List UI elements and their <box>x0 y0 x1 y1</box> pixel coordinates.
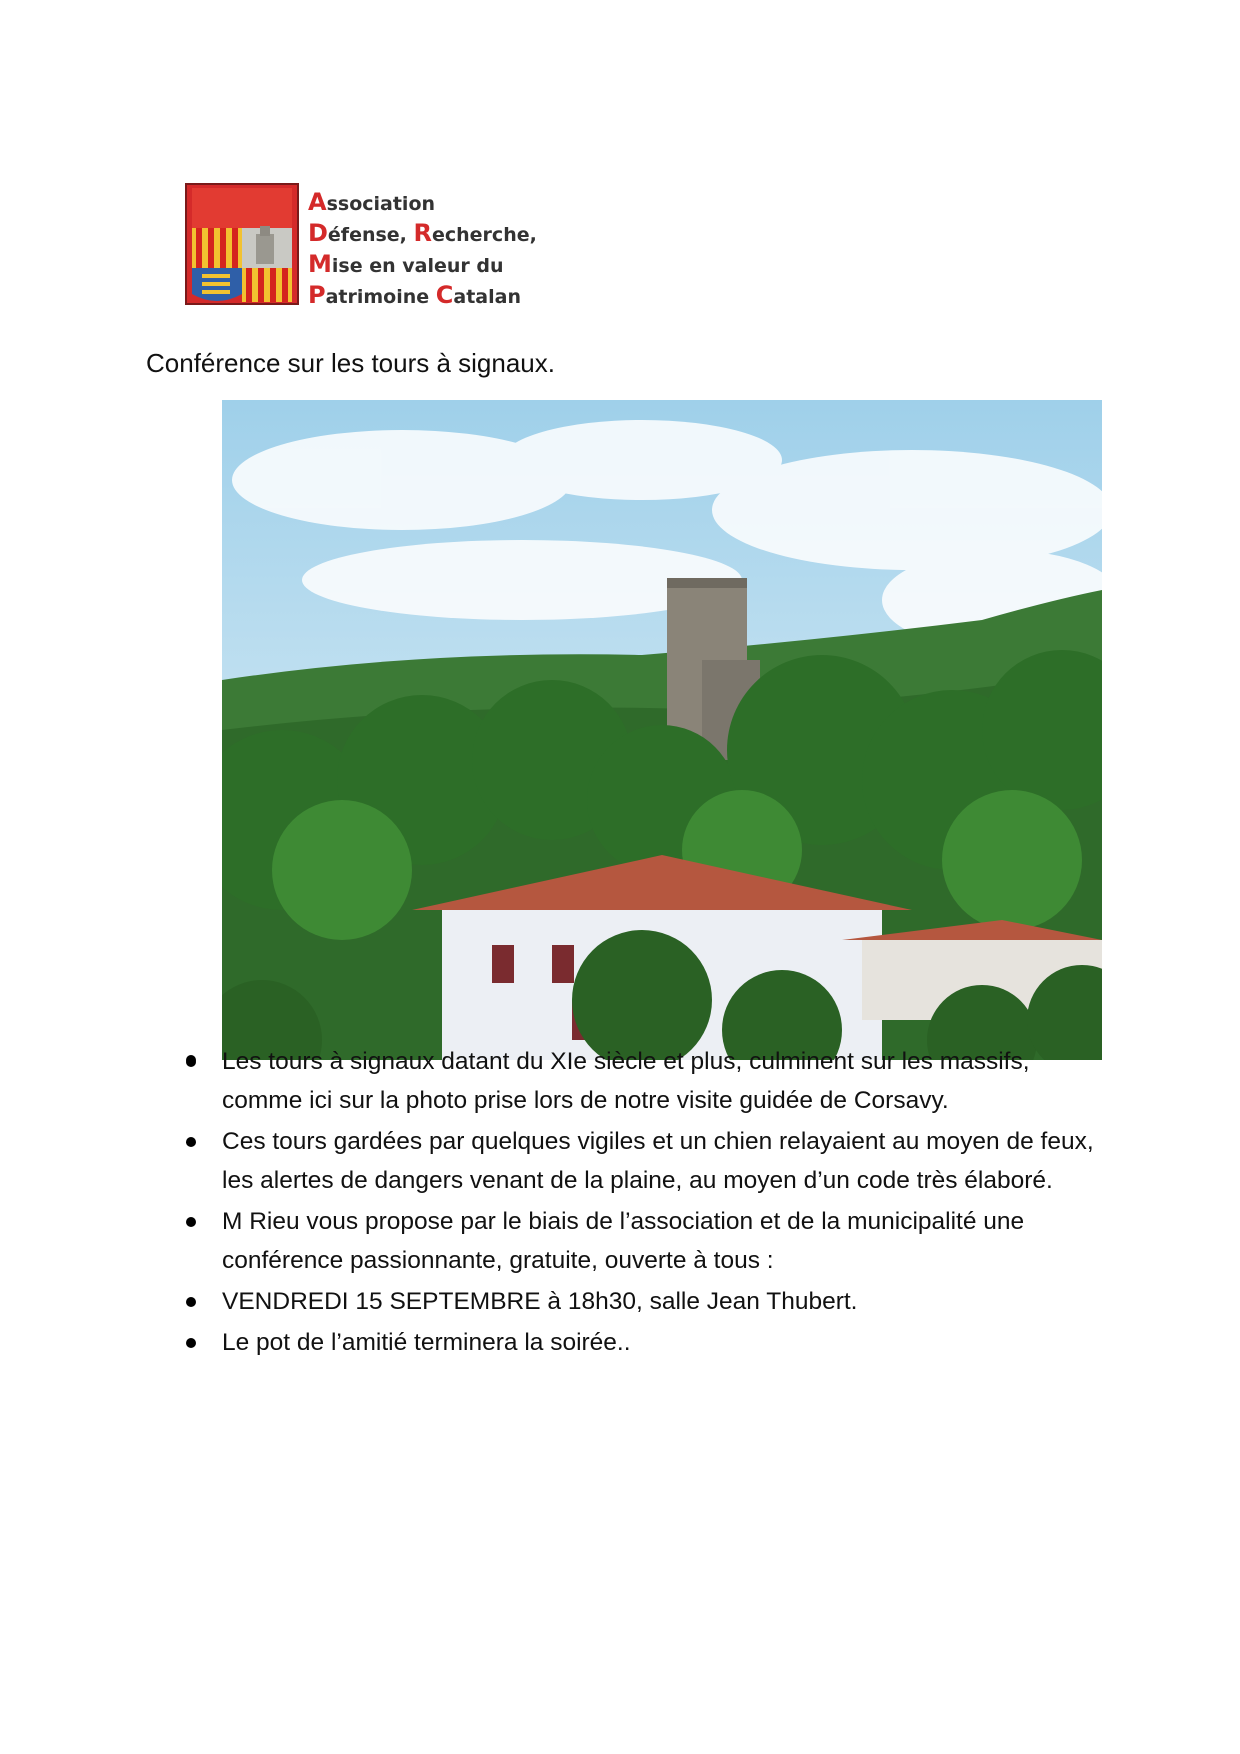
bullet-icon <box>186 1057 196 1067</box>
logo-line-3: Mise en valeur du <box>308 250 504 278</box>
logo-line-4: Patrimoine Catalan <box>308 281 521 309</box>
page-title: Conférence sur les tours à signaux. <box>146 348 555 378</box>
association-logo <box>184 182 564 312</box>
list-item: Le pot de l’amitié terminera la soirée.. <box>182 1323 1102 1362</box>
tower-photo <box>222 400 1102 1060</box>
bullet-list <box>182 1040 1102 1364</box>
bullet-icon <box>186 1297 196 1307</box>
logo-line-1: Association <box>308 188 436 216</box>
bullet-icon <box>186 1217 196 1227</box>
bullet-icon <box>186 1137 196 1147</box>
list-item: M Rieu vous propose par le biais de l’association et de la municipalité une conférence passionnante, gratuite, ouverte à tous : <box>182 1202 1102 1280</box>
list-item: Les tours à signaux datant du XIe siècle et plus, culminent sur les massifs, comme ici sur la photo prise lors de notre visite guidée de Corsavy. <box>182 1042 1102 1120</box>
bullet-icon <box>186 1338 196 1348</box>
list-item: Ces tours gardées par quelques vigiles et un chien relayaient au moyen de feux, les alertes de dangers venant de la plaine, au moyen d’un code très élaboré. <box>182 1122 1102 1200</box>
logo-line-2: Défense, Recherche, <box>308 219 537 247</box>
list-item: VENDREDI 15 SEPTEMBRE à 18h30, salle Jean Thubert. <box>182 1282 1102 1321</box>
